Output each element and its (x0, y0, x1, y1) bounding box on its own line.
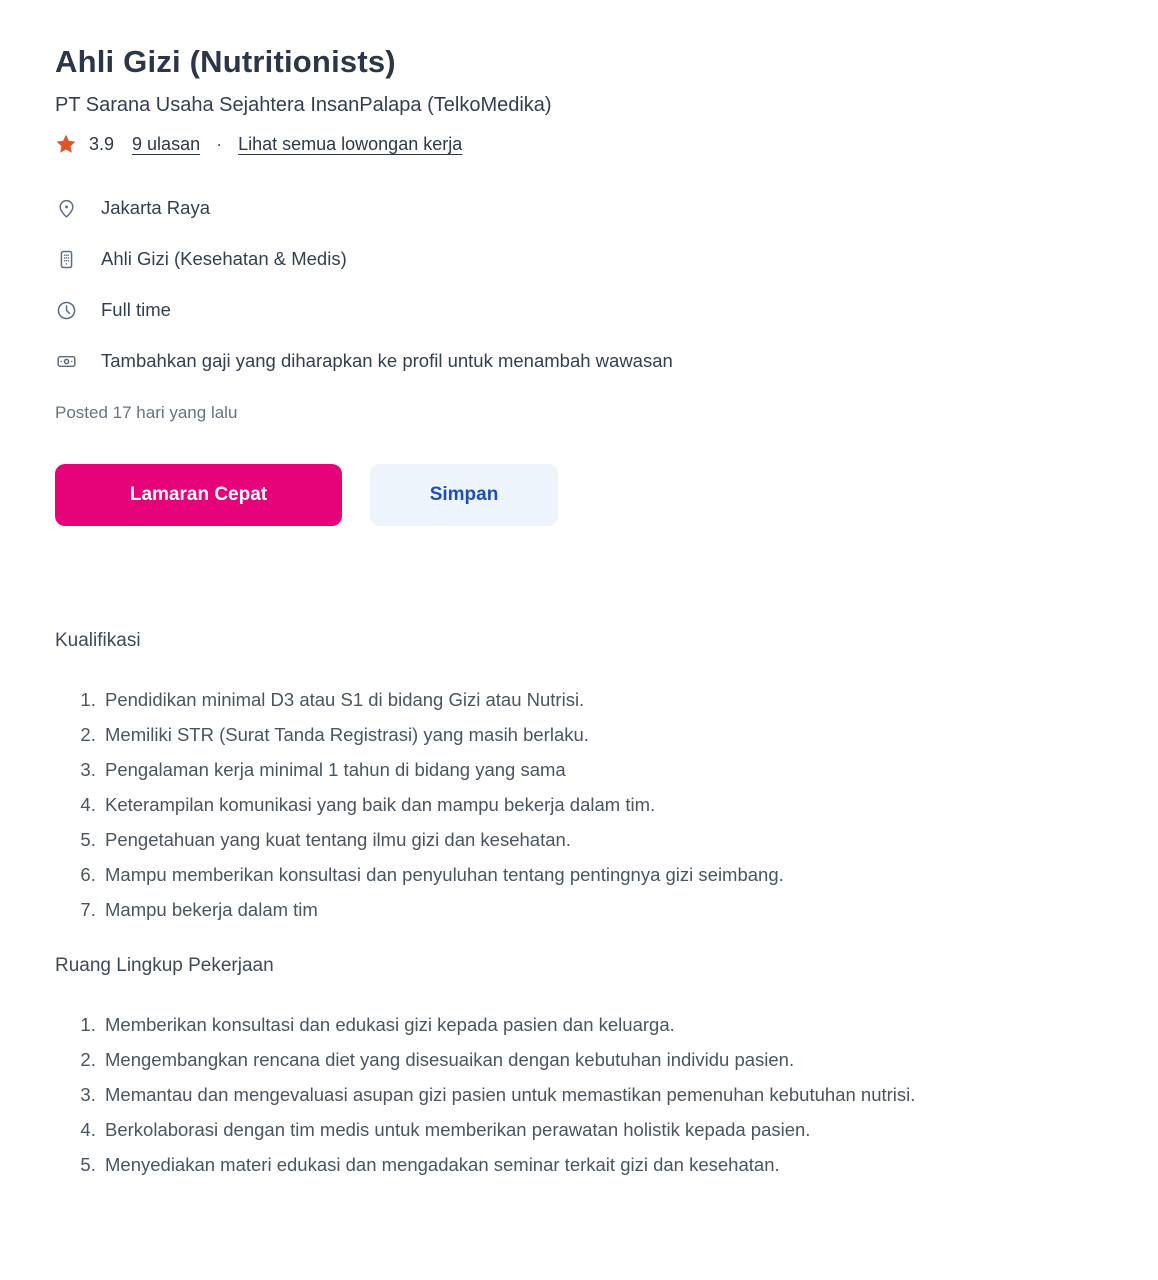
location-value: Jakarta Raya (101, 197, 210, 218)
rating-value: 3.9 (89, 133, 115, 154)
dot-separator: · (216, 133, 223, 154)
list-item: 7. Mampu bekerja dalam tim (101, 892, 1130, 927)
list-item: 5. Pengetahuan yang kuat tentang ilmu gizi dan kesehatan. (101, 822, 1130, 857)
list-item: 1. Memberikan konsultasi dan edukasi gizi kepada pasien dan keluarga. (101, 1007, 1130, 1042)
detail-row-worktype (55, 299, 1130, 321)
posted-date: Posted 17 hari yang lalu (55, 403, 238, 422)
clock-icon (55, 300, 77, 321)
qualifications-section (55, 630, 1130, 927)
save-button[interactable]: Simpan (370, 464, 558, 526)
list-item: 3. Memantau dan mengevaluasi asupan gizi pasien untuk memastikan pemenuhan kebutuhan nutrisi. (101, 1077, 1130, 1112)
scope-section (55, 955, 1130, 1182)
qualifications-list (55, 682, 1130, 927)
quick-apply-button[interactable]: Lamaran Cepat (55, 464, 342, 526)
company-name: PT Sarana Usaha Sejahtera InsanPalapa (TelkoMedika) (55, 94, 552, 116)
page-title: Ahli Gizi (Nutritionists) (55, 44, 396, 79)
building-icon (55, 249, 77, 270)
worktype-value: Full time (101, 299, 171, 320)
list-item: 1. Pendidikan minimal D3 atau S1 di bidang Gizi atau Nutrisi. (101, 682, 1130, 717)
list-item: 6. Mampu memberikan konsultasi dan penyuluhan tentang pentingnya gizi seimbang. (101, 857, 1130, 892)
detail-row-classification (55, 248, 1130, 270)
rating-row (55, 133, 1130, 155)
money-icon (55, 351, 77, 372)
detail-row-location (55, 197, 1130, 219)
list-item: 4. Keterampilan komunikasi yang baik dan mampu bekerja dalam tim. (101, 787, 1130, 822)
list-item: 3. Pengalaman kerja minimal 1 tahun di bidang yang sama (101, 752, 1130, 787)
classification-value: Ahli Gizi (Kesehatan & Medis) (101, 248, 347, 269)
scope-heading: Ruang Lingkup Pekerjaan (55, 955, 274, 976)
star-icon (55, 133, 77, 155)
list-item: 5. Menyediakan materi edukasi dan mengadakan seminar terkait gizi dan kesehatan. (101, 1147, 1130, 1182)
detail-row-salary (55, 350, 1130, 372)
scope-list (55, 1007, 1130, 1182)
location-pin-icon (55, 198, 77, 219)
action-buttons (55, 464, 1130, 526)
salary-prompt: Tambahkan gaji yang diharapkan ke profil untuk menambah wawasan (101, 350, 673, 371)
list-item: 4. Berkolaborasi dengan tim medis untuk memberikan perawatan holistik kepada pasien. (101, 1112, 1130, 1147)
qualifications-heading: Kualifikasi (55, 630, 141, 651)
all-jobs-link[interactable]: Lihat semua lowongan kerja (238, 133, 463, 154)
list-item: 2. Memiliki STR (Surat Tanda Registrasi) yang masih berlaku. (101, 717, 1130, 752)
list-item: 2. Mengembangkan rencana diet yang disesuaikan dengan kebutuhan individu pasien. (101, 1042, 1130, 1077)
reviews-link[interactable]: 9 ulasan (132, 133, 201, 154)
